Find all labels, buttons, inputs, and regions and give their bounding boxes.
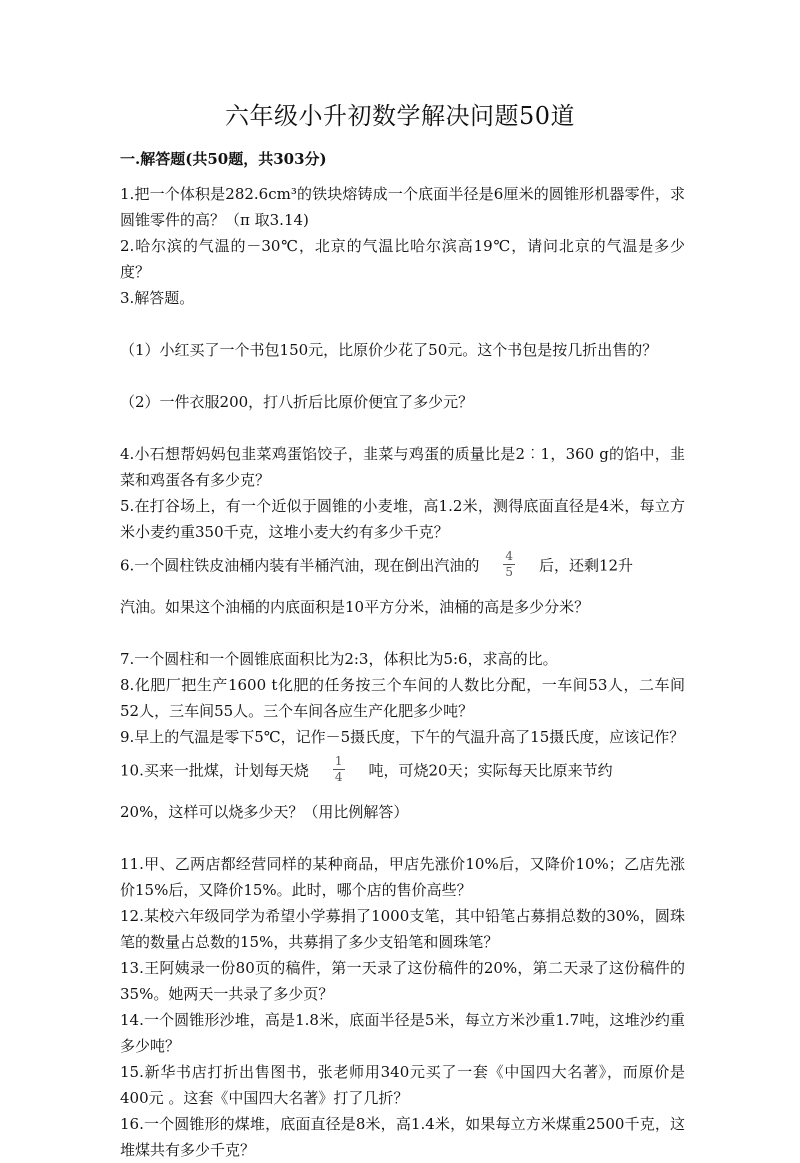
spacer bbox=[120, 582, 685, 594]
fraction-one-quarter bbox=[333, 754, 345, 785]
section-heading: 一.解答题(共50题，共303分) bbox=[120, 150, 327, 168]
fraction-four-fifths bbox=[503, 549, 515, 580]
spacer bbox=[120, 825, 685, 851]
question-8: 8.化肥厂把生产1600 t化肥的任务按三个车间的人数比分配，一车间53人，二车间52人，三车间55人。三个车间各应生产化肥多少吨？ bbox=[120, 676, 685, 720]
spacer bbox=[120, 311, 685, 337]
page-title: 六年级小升初数学解决问题50道 bbox=[224, 102, 576, 130]
question-6-line-2: 汽油。如果这个油桶的内底面积是10平方分米，油桶的高是多少分米？ bbox=[120, 598, 590, 616]
question-6-text-a: 6.一个圆柱铁皮油桶内装有半桶汽油，现在倒出汽油的 bbox=[120, 556, 480, 575]
question-10-text-a: 10.买来一批煤，计划每天烧 bbox=[120, 761, 309, 780]
question-6-text-b: 后，还剩12升 bbox=[538, 556, 634, 575]
question-10-text-b: 吨，可烧20天；实际每天比原来节约 bbox=[368, 761, 613, 780]
fraction-numerator: 1 bbox=[334, 754, 343, 768]
question-16: 16.一个圆锥形的煤堆，底面直径是8米，高1.4米，如果每立方米煤重2500千克，这堆煤共有多少千克？ bbox=[120, 1115, 685, 1159]
spacer bbox=[120, 415, 685, 441]
question-6-line-1 bbox=[120, 551, 685, 582]
fraction-numerator: 4 bbox=[505, 549, 513, 563]
question-7: 7.一个圆柱和一个圆锥底面积比为2:3，体积比为5:6，求高的比。 bbox=[120, 650, 558, 668]
question-list bbox=[120, 181, 685, 1163]
spacer bbox=[120, 620, 685, 646]
question-2: 2.哈尔滨的气温的－30℃，北京的气温比哈尔滨高19℃，请问北京的气温是多少度？ bbox=[120, 237, 685, 281]
question-5: 5.在打谷场上，有一个近似于圆锥的小麦堆，高1.2米，测得底面直径是4米，每立方米小麦约重350千克，这堆小麦大约有多少千克？ bbox=[120, 497, 685, 541]
question-10-line-2: 20%，这样可以烧多少天？（用比例解答） bbox=[120, 803, 409, 821]
question-3: 3.解答题。 bbox=[120, 289, 195, 307]
fraction-denominator: 4 bbox=[334, 770, 343, 784]
question-3-part-1: （1）小红买了一个书包150元，比原价少花了50元。这个书包是按几折出售的？ bbox=[120, 341, 658, 359]
question-4: 4.小石想帮妈妈包韭菜鸡蛋馅饺子，韭菜与鸡蛋的质量比是2︰1，360 g的馅中，韭菜和鸡蛋各有多少克？ bbox=[120, 445, 685, 489]
question-1: 1.把一个体积是282.6cm³的铁块熔铸成一个底面半径是6厘米的圆锥形机器零件，求圆锥零件的高？（π 取3.14) bbox=[120, 185, 685, 229]
question-3-part-2: （2）一件衣服200，打八折后比原价便宜了多少元？ bbox=[120, 393, 474, 411]
fraction-denominator: 5 bbox=[505, 565, 513, 579]
question-12: 12.某校六年级同学为希望小学募捐了1000支笔，其中铅笔占募捐总数的30%，圆珠笔的数量占总数的15%，共募捐了多少支铅笔和圆珠笔？ bbox=[120, 907, 685, 951]
question-10-line-1 bbox=[120, 756, 685, 787]
question-9: 9.早上的气温是零下5℃，记作－5摄氏度，下午的气温升高了15摄氏度，应该记作？ bbox=[120, 728, 685, 746]
question-15: 15.新华书店打折出售图书，张老师用340元买了一套《中国四大名著》，而原价是400元 。这套《中国四大名著》打了几折？ bbox=[120, 1063, 685, 1107]
spacer bbox=[120, 363, 685, 389]
question-14: 14.一个圆锥形沙堆，高是1.8米，底面半径是5米，每立方米沙重1.7吨，这堆沙约重多少吨？ bbox=[120, 1011, 685, 1055]
question-13: 13.王阿姨录一份80页的稿件，第一天录了这份稿件的20%，第二天录了这份稿件的35%。她两天一共录了多少页？ bbox=[120, 959, 685, 1003]
spacer bbox=[120, 787, 685, 799]
question-11: 11.甲、乙两店都经营同样的某种商品，甲店先涨价10%后，又降价10%；乙店先涨价15%后，又降价15%。此时，哪个店的售价高些？ bbox=[120, 855, 685, 899]
